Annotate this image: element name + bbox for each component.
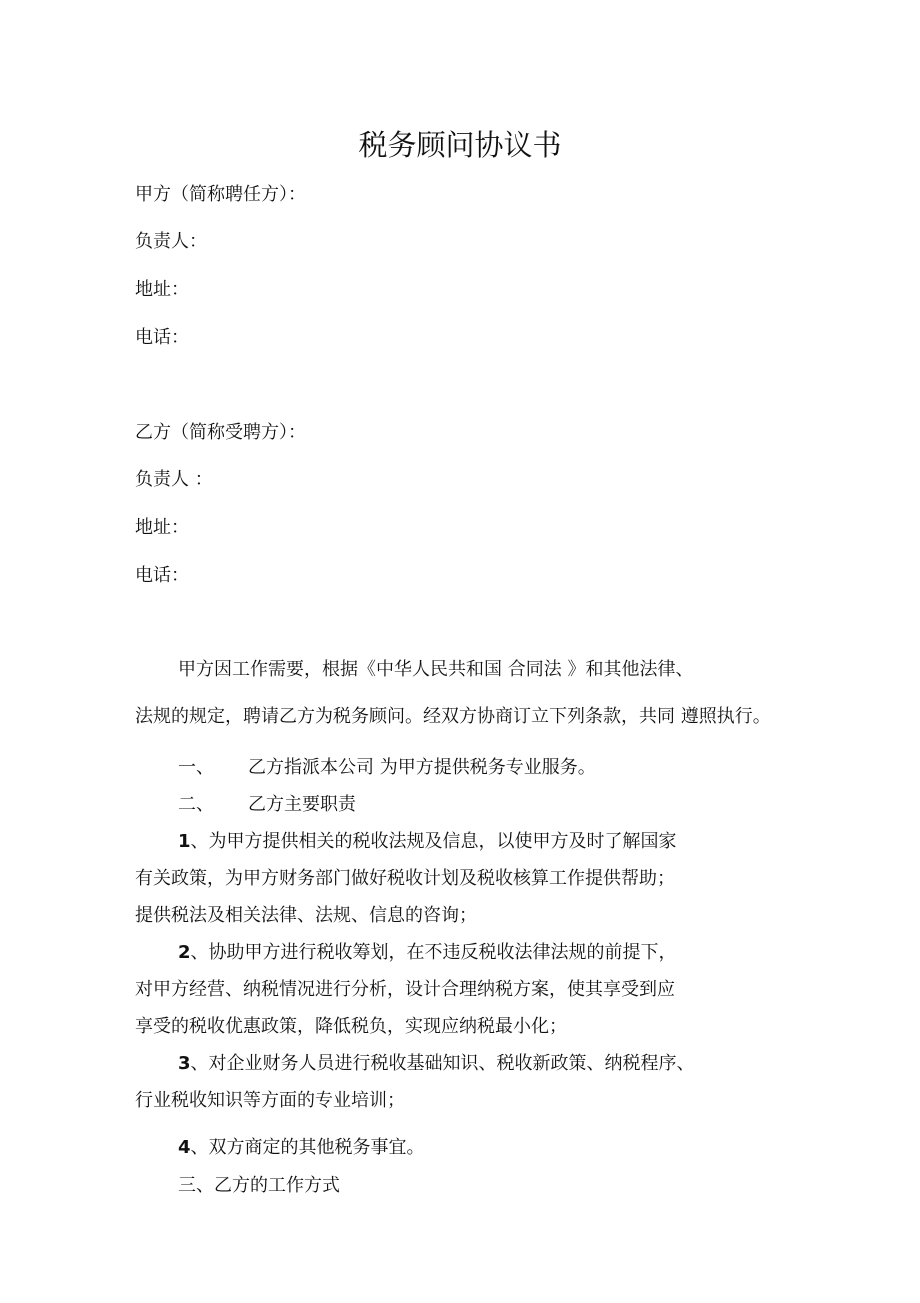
duty-3-line-2: 行业税收知识等方面的专业培训； bbox=[135, 1090, 405, 1111]
duty-1-line-3: 提供税法及相关法律、法规、信息的咨询； bbox=[135, 905, 477, 926]
duty-1-number: 1 bbox=[178, 831, 191, 852]
document-title: 税务顾问协议书 bbox=[358, 128, 562, 162]
duty-2-line-3: 享受的税收优惠政策，降低税负，实现应纳税最小化； bbox=[135, 1016, 567, 1037]
preamble-line-2: 法规的规定，聘请乙方为税务顾问。经双方协商订立下列条款，共同 遵照执行。 bbox=[135, 706, 771, 727]
duty-4-line-1: 4、双方商定的其他税务事宜。 bbox=[178, 1137, 425, 1158]
party-b-representative: 负责人 ： bbox=[135, 469, 213, 490]
party-a-address: 地址： bbox=[135, 279, 189, 300]
section-1-text: 乙方指派本公司 为甲方提供税务专业服务。 bbox=[248, 757, 596, 778]
section-1 bbox=[178, 756, 596, 780]
section-2 bbox=[178, 793, 356, 817]
party-b-phone: 电话： bbox=[135, 565, 189, 586]
duty-2-number: 2 bbox=[178, 942, 191, 963]
duty-1-line-2: 有关政策，为甲方财务部门做好税收计划及税收核算工作提供帮助； bbox=[135, 868, 675, 889]
duty-2-line-2: 对甲方经营、纳税情况进行分析，设计合理纳税方案，使其享受到应 bbox=[135, 979, 675, 1000]
duty-2-line-1: 2、协助甲方进行税收筹划，在不违反税收法律法规的前提下， bbox=[178, 942, 677, 963]
party-b-address: 地址： bbox=[135, 517, 189, 538]
duty-3-number: 3 bbox=[178, 1053, 191, 1074]
party-a-representative: 负责人： bbox=[135, 231, 207, 252]
section-2-number: 二、 bbox=[178, 794, 214, 815]
duty-1-line-1: 1、为甲方提供相关的税收法规及信息，以使甲方及时了解国家 bbox=[178, 831, 677, 852]
duty-4-number: 4 bbox=[178, 1137, 191, 1158]
preamble-line-1: 甲方因工作需要，根据《中华人民共和国 合同法 》和其他法律、 bbox=[178, 659, 694, 680]
party-b-label: 乙方（简称受聘方）： bbox=[135, 422, 306, 443]
party-a-label: 甲方（简称聘任方）： bbox=[135, 184, 306, 205]
section-3-heading: 三、乙方的工作方式 bbox=[178, 1175, 340, 1196]
section-2-text: 乙方主要职责 bbox=[248, 794, 356, 815]
duty-3-line-1: 3、对企业财务人员进行税收基础知识、税收新政策、纳税程序、 bbox=[178, 1053, 695, 1074]
section-1-number: 一、 bbox=[178, 757, 214, 778]
party-a-phone: 电话： bbox=[135, 327, 189, 348]
